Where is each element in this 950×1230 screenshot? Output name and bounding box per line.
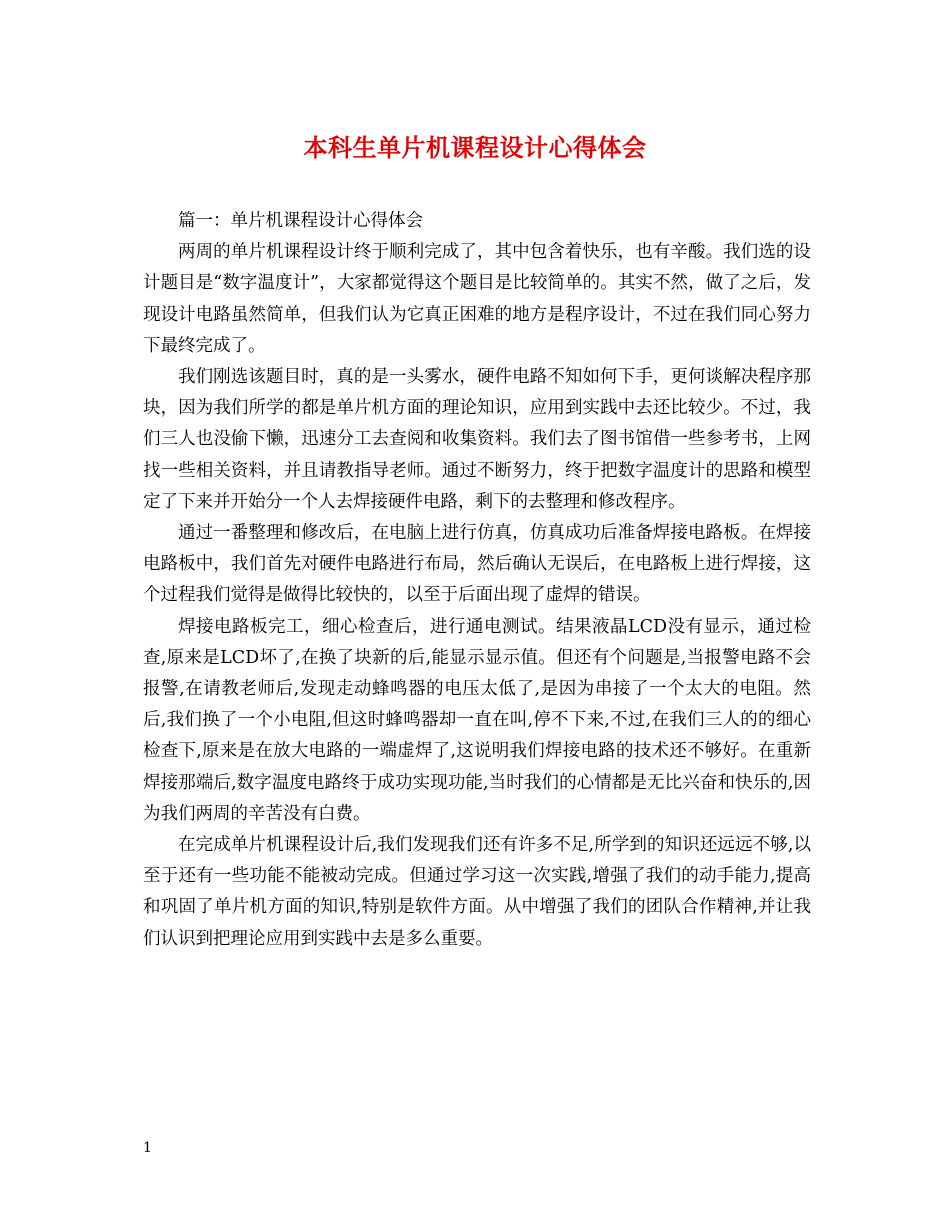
section-heading: 篇一：单片机课程设计心得体会 (178, 211, 423, 231)
paragraph-5: 在完成单片机课程设计后,我们发现我们还有许多不足,所学到的知识还远远不够,以至于还有一些功能不能被动完成。但通过学习这一次实践,增强了我们的动手能力,提高和巩固了单片机方面的知识,特别是软件方面。从中增强了我们的团队合作精神,并让我们认识到把理论应用到实践中去是多么重要。 (143, 835, 811, 949)
page-number: 1 (143, 1140, 152, 1156)
paragraph-2: 我们刚选该题目时，真的是一头雾水，硬件电路不知如何下手，更何谈解决程序那块，因为我们所学的都是单片机方面的理论知识，应用到实践中去还比较少。不过，我们三人也没偷下懒，迅速分工去查阅和收集资料。我们去了图书馆借一些参考书，上网找一些相关资料，并且请教指导老师。通过不断努力，终于把数字温度计的思路和模型定了下来并开始分一个人去焊接硬件电路，剩下的去整理和修改程序。 (143, 367, 811, 512)
paragraph-4: 焊接电路板完工，细心检查后，进行通电测试。结果液晶LCD没有显示，通过检查,原来是LCD坏了,在换了块新的后,能显示显示值。但还有个问题是,当报警电路不会报警,在请教老师后,发现走动蜂鸣器的电压太低了,是因为串接了一个太大的电阻。然后,我们换了一个小电阻,但这时蜂鸣器却一直在叫,停不下来,不过,在我们三人的的细心检查下,原来是在放大电路的一端虚焊了,这说明我们焊接电路的技术还不够好。在重新焊接那端后,数字温度电路终于成功实现功能,当时我们的心情都是无比兴奋和快乐的,因为我们两周的辛苦没有白费。 (143, 616, 811, 824)
paragraph-3: 通过一番整理和修改后，在电脑上进行仿真，仿真成功后准备焊接电路板。在焊接电路板中，我们首先对硬件电路进行布局，然后确认无误后，在电路板上进行焊接，这个过程我们觉得是做得比较快的，以至于后面出现了虚焊的错误。 (143, 523, 811, 606)
paragraph-1: 两周的单片机课程设计终于顺利完成了，其中包含着快乐，也有辛酸。我们选的设计题目是“数字温度计”，大家都觉得这个题目是比较简单的。其实不然，做了之后，发现设计电路虽然简单，但我们认为它真正困难的地方是程序设计，不过在我们同心努力下最终完成了。 (143, 242, 811, 356)
document-body (143, 206, 811, 955)
document-title: 本科生单片机课程设计心得体会 (303, 133, 647, 162)
